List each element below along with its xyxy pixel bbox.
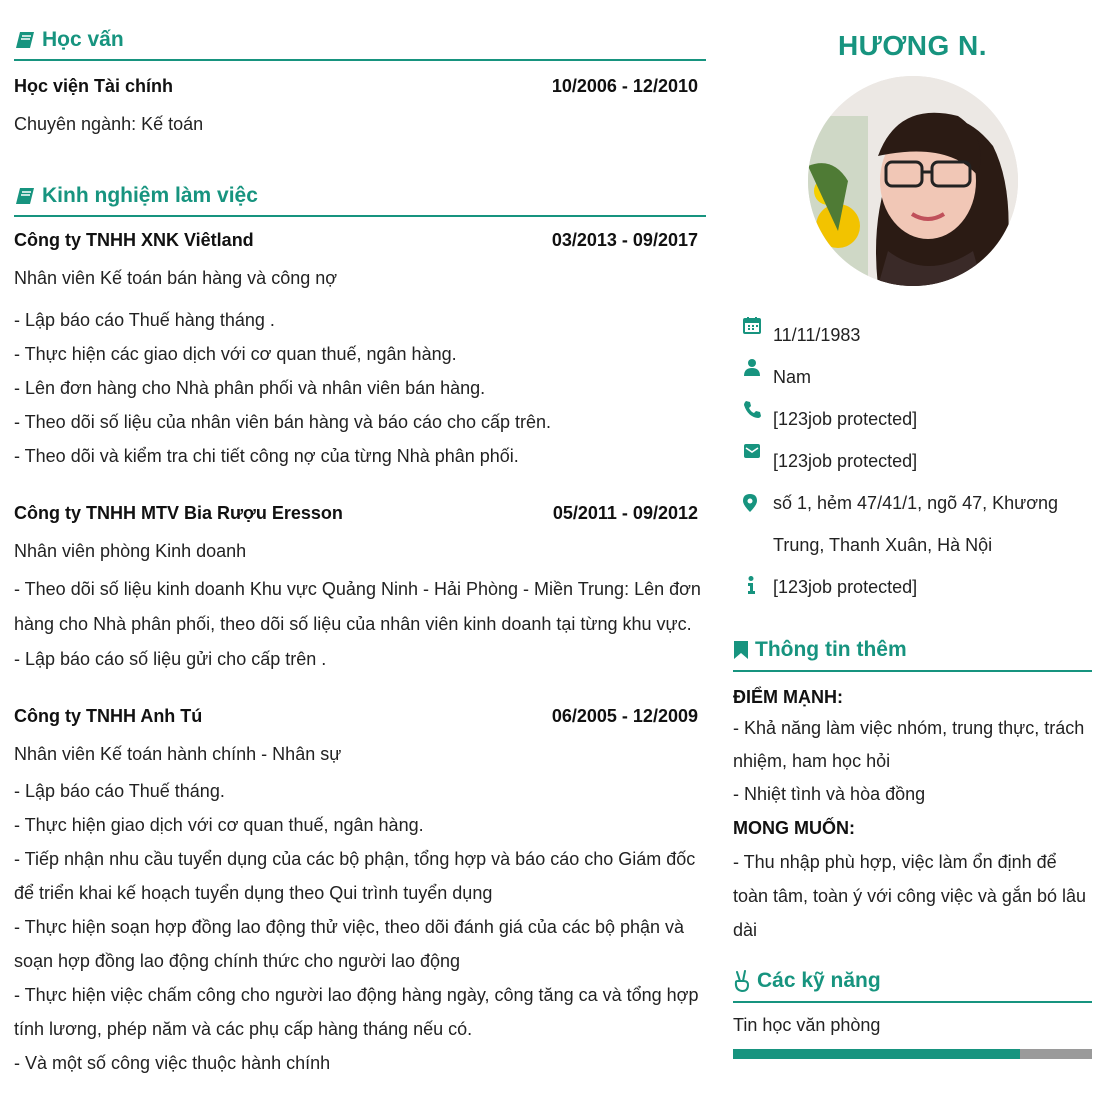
avatar-portrait bbox=[808, 76, 1018, 286]
job-duty: - Thực hiện các giao dịch với cơ quan thuế, ngân hàng. bbox=[14, 344, 457, 364]
phone-row bbox=[733, 398, 1092, 440]
extra-content bbox=[733, 682, 1092, 947]
job-duty: - Theo dõi số liệu kinh doanh Khu vực Quảng Ninh - Hải Phòng - Miền Trung: Lên đơn hàng cho Nhà phân phối, theo dõi số liệu của nhân viên kinh doanh tại từng khu vực. bbox=[14, 579, 701, 634]
victory-hand-icon bbox=[733, 970, 751, 992]
address-row bbox=[733, 482, 1092, 566]
user-icon bbox=[733, 356, 773, 376]
wish-item: - Thu nhập phù hợp, việc làm ổn định để toàn tâm, toàn ý với công việc và gắn bó lâu dài bbox=[733, 852, 1087, 940]
envelope-icon bbox=[733, 440, 773, 460]
job-entry bbox=[14, 228, 706, 473]
job-duty: - Tiếp nhận nhu cầu tuyển dụng của các bộ phận, tổng hợp và báo cáo cho Giám đốc để triển khai kế hoạch tuyển dụng theo Qui trình tuyển dụng bbox=[14, 849, 696, 903]
strength-item: - Khả năng làm việc nhóm, trung thực, trách nhiệm, ham học hỏi bbox=[733, 718, 1085, 771]
book-icon bbox=[14, 30, 36, 50]
strengths-label: ĐIỂM MẠNH: bbox=[733, 687, 843, 707]
job-duty: - Lập báo cáo Thuế tháng. bbox=[14, 781, 225, 801]
education-major: Chuyên ngành: Kế toán bbox=[14, 114, 204, 134]
left-column bbox=[14, 0, 706, 1080]
birthday-text: 11/11/1983 bbox=[773, 325, 861, 345]
experience-heading bbox=[14, 184, 706, 217]
job-duty: - Theo dõi và kiểm tra chi tiết công nợ của từng Nhà phân phối. bbox=[14, 446, 519, 466]
job-duty: - Thực hiện soạn hợp đồng lao động thử việc, theo dõi đánh giá của các bộ phận và soạn hợp đồng lao động chính thức cho người lao động bbox=[14, 917, 685, 971]
job-period: 06/2005 - 12/2009 bbox=[551, 706, 698, 726]
job-head bbox=[14, 704, 706, 728]
skill-bar-fill bbox=[733, 1049, 1020, 1059]
info-icon bbox=[733, 566, 773, 594]
job-duty: - Lập báo cáo số liệu gửi cho cấp trên . bbox=[14, 649, 327, 669]
education-title: Học vấn bbox=[42, 28, 124, 51]
map-marker-icon bbox=[733, 482, 773, 512]
info-row bbox=[733, 566, 1092, 608]
job-role: Nhân viên Kế toán bán hàng và công nợ bbox=[14, 268, 338, 288]
email-row bbox=[733, 440, 1092, 482]
experience-title: Kinh nghiệm làm việc bbox=[42, 184, 258, 207]
avatar bbox=[808, 76, 1018, 286]
job-company: Công ty TNHH XNK Viêtland bbox=[14, 230, 254, 250]
email-text: [123job protected] bbox=[773, 451, 918, 471]
job-duty: - Và một số công việc thuộc hành chính bbox=[14, 1053, 331, 1073]
info-text: [123job protected] bbox=[773, 577, 918, 597]
education-heading bbox=[14, 28, 706, 61]
job-role: Nhân viên Kế toán hành chính - Nhân sự bbox=[14, 744, 342, 764]
job-duty: - Theo dõi số liệu của nhân viên bán hàng và báo cáo cho cấp trên. bbox=[14, 412, 552, 432]
job-company: Công ty TNHH MTV Bia Rượu Eresson bbox=[14, 503, 343, 523]
bookmark-icon bbox=[733, 640, 749, 660]
right-column bbox=[733, 0, 1092, 1059]
skill-name: Tin học văn phòng bbox=[733, 1015, 881, 1035]
contact-info bbox=[733, 314, 1092, 608]
extra-heading bbox=[733, 638, 1092, 672]
gender-text: Nam bbox=[773, 367, 812, 387]
education-period: 10/2006 - 12/2010 bbox=[551, 76, 698, 96]
job-entry bbox=[14, 704, 706, 1080]
job-duty: - Thực hiện việc chấm công cho người lao động hàng ngày, công tăng ca và tổng hợp tính lương, phép năm và các phụ cấp hàng tháng nếu có. bbox=[14, 985, 699, 1039]
strength-item: - Nhiệt tình và hòa đồng bbox=[733, 784, 926, 804]
job-role: Nhân viên phòng Kinh doanh bbox=[14, 541, 247, 561]
skill-item bbox=[733, 1013, 1092, 1059]
candidate-name: HƯƠNG N. bbox=[837, 30, 988, 61]
job-entry bbox=[14, 501, 706, 677]
phone-text: [123job protected] bbox=[773, 409, 918, 429]
calendar-icon bbox=[733, 314, 773, 334]
job-duty: - Lập báo cáo Thuế hàng tháng . bbox=[14, 310, 275, 330]
job-duty: - Lên đơn hàng cho Nhà phân phối và nhân viên bán hàng. bbox=[14, 378, 486, 398]
birthday-row bbox=[733, 314, 1092, 356]
extra-title: Thông tin thêm bbox=[755, 638, 907, 661]
wishes-label: MONG MUỐN: bbox=[733, 818, 855, 838]
job-duty: - Thực hiện giao dịch với cơ quan thuế, ngân hàng. bbox=[14, 815, 424, 835]
job-duties bbox=[14, 303, 706, 473]
book-icon bbox=[14, 186, 36, 206]
job-head bbox=[14, 501, 706, 525]
job-head bbox=[14, 228, 706, 252]
avatar-wrap bbox=[733, 76, 1092, 286]
job-duties bbox=[14, 774, 706, 1080]
education-entry-head bbox=[14, 74, 706, 98]
address-text: số 1, hẻm 47/41/1, ngõ 47, Khương Trung, Thanh Xuân, Hà Nội bbox=[773, 493, 1059, 555]
job-period: 05/2011 - 09/2012 bbox=[552, 503, 698, 523]
job-company: Công ty TNHH Anh Tú bbox=[14, 706, 203, 726]
skill-bar bbox=[733, 1049, 1092, 1059]
education-entry bbox=[14, 74, 706, 136]
gender-row bbox=[733, 356, 1092, 398]
job-period: 03/2013 - 09/2017 bbox=[551, 230, 698, 250]
school-name: Học viện Tài chính bbox=[14, 76, 174, 96]
skills-title: Các kỹ năng bbox=[757, 969, 881, 992]
phone-icon bbox=[733, 398, 773, 418]
skills-heading bbox=[733, 969, 1092, 1003]
job-duties bbox=[14, 572, 706, 677]
